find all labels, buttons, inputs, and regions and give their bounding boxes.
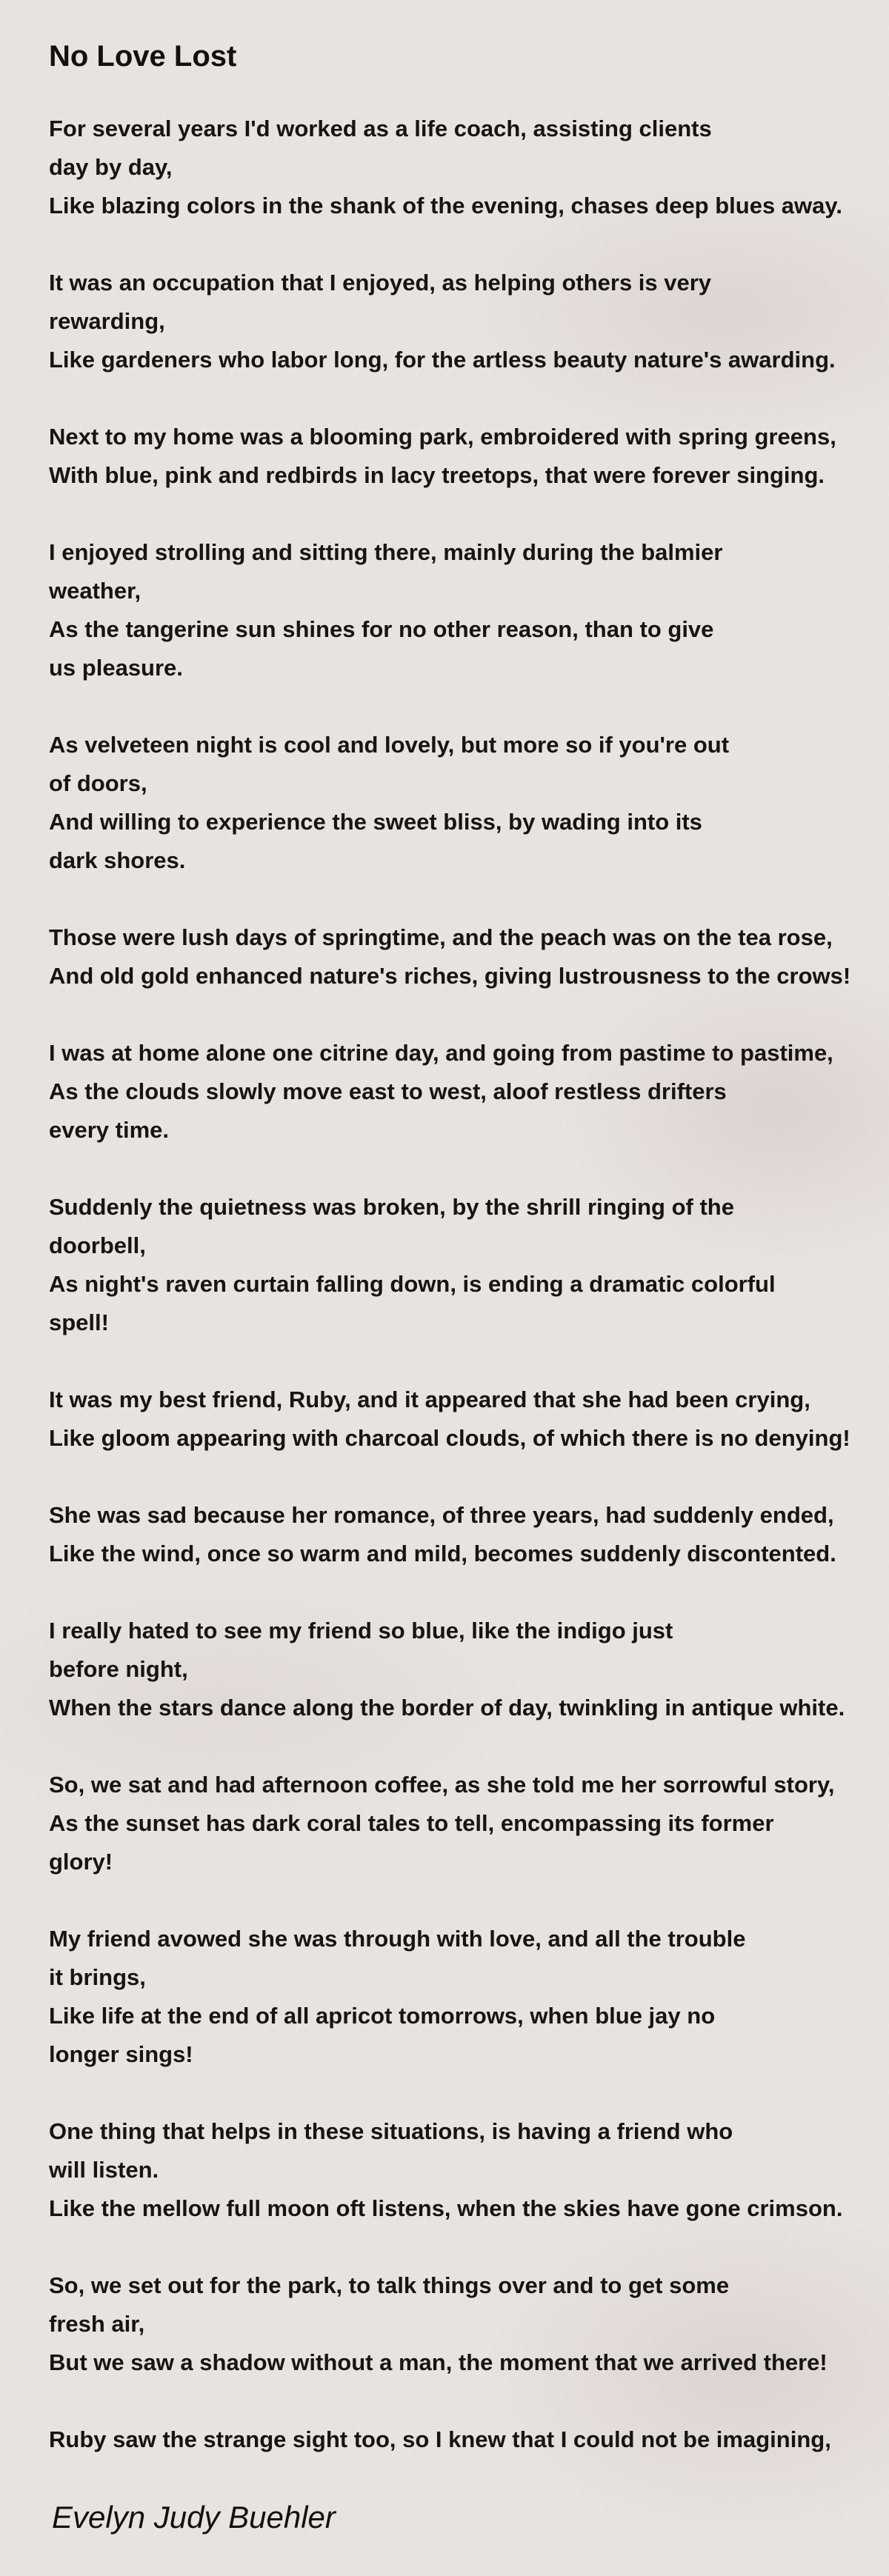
poem-line: My friend avowed she was through with love, and all the trouble (49, 1926, 746, 1952)
poem-line: I enjoyed strolling and sitting there, mainly during the balmier (49, 539, 723, 565)
poem-line: Like the wind, once so warm and mild, becomes suddenly discontented. (49, 1541, 836, 1566)
poem-line: it brings, (49, 1964, 146, 1990)
poem-line: And old gold enhanced nature's riches, giving lustrousness to the crows! (49, 963, 851, 989)
poem-line: It was my best friend, Ruby, and it appeared that she had been crying, (49, 1387, 810, 1412)
poem-line: day by day, (49, 154, 173, 180)
poem-body (49, 110, 879, 2497)
poem-title: No Love Lost (49, 40, 237, 73)
poem-line: us pleasure. (49, 655, 183, 681)
stanza (49, 2420, 879, 2459)
poem-line: longer sings! (49, 2041, 193, 2067)
stanza (49, 1920, 879, 2074)
poem-line: before night, (49, 1656, 188, 1682)
poem-line: spell! (49, 1309, 109, 1335)
poem-line: But we saw a shadow without a man, the moment that we arrived there! (49, 2349, 828, 2375)
poem-author: Evelyn Judy Buehler (52, 2500, 336, 2535)
poem-line: Like blazing colors in the shank of the evening, chases deep blues away. (49, 193, 842, 218)
poem-line: glory! (49, 1849, 113, 1875)
poem-line: When the stars dance along the border of day, twinkling in antique white. (49, 1695, 845, 1721)
poem-line: Those were lush days of springtime, and the peach was on the tea rose, (49, 924, 833, 950)
poem-line: Next to my home was a blooming park, embroidered with spring greens, (49, 424, 836, 450)
poem-line: doorbell, (49, 1232, 146, 1258)
stanza (49, 1766, 879, 1881)
poem-line: With blue, pink and redbirds in lacy treetops, that were forever singing. (49, 462, 825, 488)
poem-line: As velveteen night is cool and lovely, but more so if you're out (49, 732, 730, 758)
poem-line: Like the mellow full moon oft listens, when the skies have gone crimson. (49, 2195, 843, 2221)
poem-line: It was an occupation that I enjoyed, as helping others is very (49, 270, 712, 296)
poem-line: every time. (49, 1117, 169, 1143)
poem-line: rewarding, (49, 308, 165, 334)
poem-line: Ruby saw the strange sight too, so I knew that I could not be imagining, (49, 2426, 831, 2452)
poem-line: So, we sat and had afternoon coffee, as she told me her sorrowful story, (49, 1772, 835, 1798)
poem-line: will listen. (49, 2157, 159, 2183)
poem-line: As the tangerine sun shines for no other reason, than to give (49, 616, 714, 642)
poem-line: As the clouds slowly move east to west, aloof restless drifters (49, 1078, 727, 1104)
stanza (49, 1496, 879, 1573)
stanza (49, 110, 879, 225)
poem-line: Like life at the end of all apricot tomorrows, when blue jay no (49, 2003, 716, 2029)
poem-line: dark shores. (49, 847, 186, 873)
poem-line: I was at home alone one citrine day, and going from pastime to pastime, (49, 1040, 833, 1066)
stanza (49, 533, 879, 687)
poem-line: I really hated to see my friend so blue, like the indigo just (49, 1618, 673, 1644)
poem-line: One thing that helps in these situations, is having a friend who (49, 2118, 733, 2144)
stanza (49, 726, 879, 880)
stanza (49, 2112, 879, 2228)
stanza (49, 418, 879, 495)
poem-line: Like gloom appearing with charcoal clouds, of which there is no denying! (49, 1425, 850, 1451)
poem-line: As night's raven curtain falling down, is ending a dramatic colorful (49, 1271, 776, 1297)
poem-line: weather, (49, 578, 141, 604)
poem-line: For several years I'd worked as a life coach, assisting clients (49, 116, 712, 141)
poem-line: Like gardeners who labor long, for the artless beauty nature's awarding. (49, 347, 836, 373)
stanza (49, 2266, 879, 2382)
poem-line: And willing to experience the sweet bliss, by wading into its (49, 809, 702, 835)
stanza (49, 264, 879, 379)
poem-line: She was sad because her romance, of three years, had suddenly ended, (49, 1502, 834, 1528)
poem-line: Suddenly the quietness was broken, by the shrill ringing of the (49, 1194, 734, 1220)
poem-line: So, we set out for the park, to talk things over and to get some (49, 2272, 730, 2298)
stanza (49, 1188, 879, 1342)
poem-line: As the sunset has dark coral tales to tell, encompassing its former (49, 1810, 774, 1836)
poem-line: of doors, (49, 770, 147, 796)
stanza (49, 1381, 879, 1458)
stanza (49, 1034, 879, 1149)
poem-line: fresh air, (49, 2311, 145, 2337)
stanza (49, 918, 879, 995)
stanza (49, 1612, 879, 1727)
